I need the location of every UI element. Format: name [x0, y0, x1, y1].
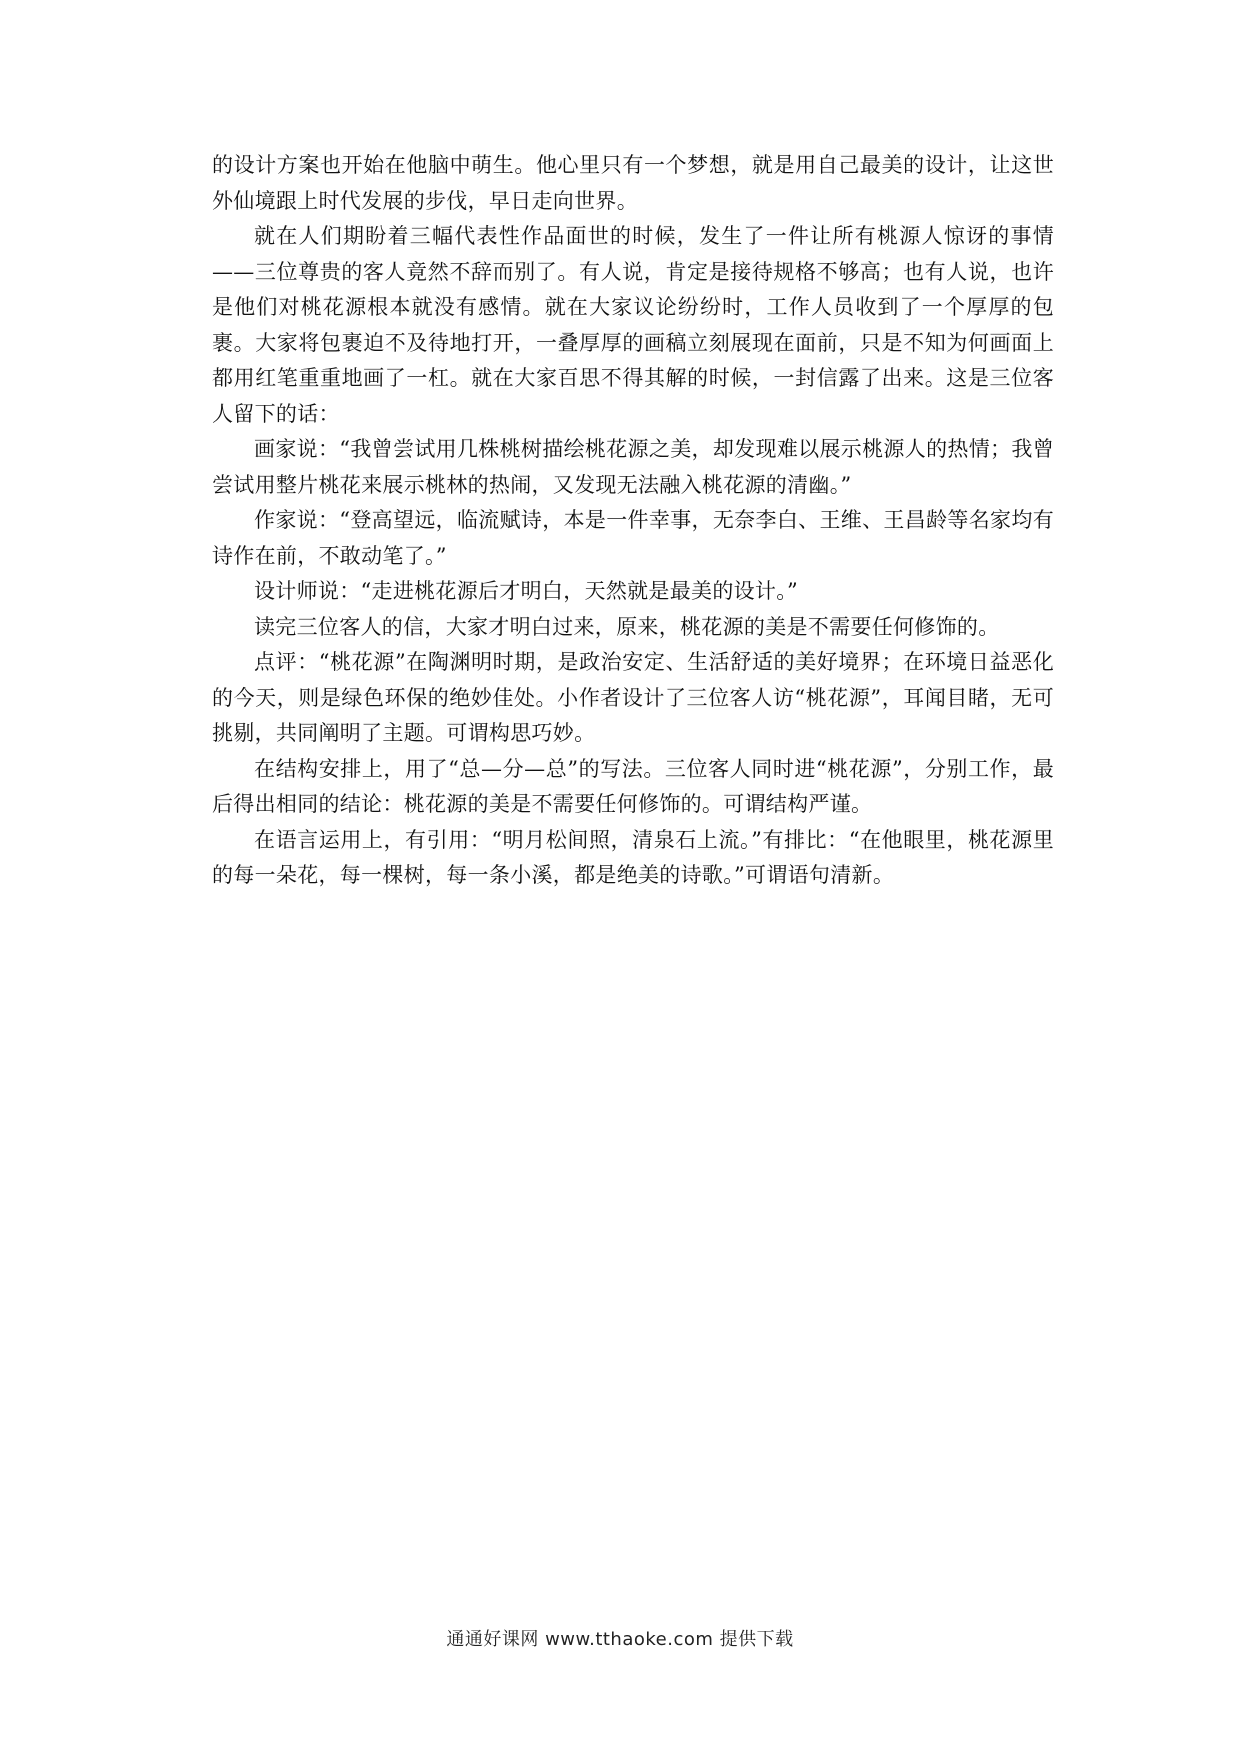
- page-footer: 通通好课网 www.tthaoke.com 提供下载: [446, 1629, 794, 1650]
- paragraph-painter-says: 画家说：“我曾尝试用几株桃树描绘桃花源之美，却发现难以展示桃源人的热情；我曾尝试用整片桃花来展示桃林的热闹，又发现无法融入桃花源的清幽。”: [212, 437, 1054, 497]
- paragraph-conclusion: 读完三位客人的信，大家才明白过来，原来，桃花源的美是不需要任何修饰的。: [254, 614, 1000, 639]
- paragraph-writer-says: 作家说：“登高望远，临流赋诗，本是一件幸事，无奈李白、王维、王昌龄等名家均有诗作在前，不敢动笔了。”: [212, 508, 1054, 568]
- paragraph-comment: 点评：“桃花源”在陶渊明时期，是政治安定、生活舒适的美好境界；在环境日益恶化的今天，则是绿色环保的绝妙佳处。小作者设计了三位客人访“桃花源”，耳闻目睹，无可挑剔，共同阐明了主题。可谓构思巧妙。: [212, 650, 1054, 745]
- paragraph-guests-left: 就在人们期盼着三幅代表性作品面世的时候，发生了一件让所有桃源人惊讶的事情——三位尊贵的客人竟然不辞而别了。有人说，肯定是接待规格不够高；也有人说，也许是他们对桃花源根本就没有感情。就在大家议论纷纷时，工作人员收到了一个厚厚的包裹。大家将包裹迫不及待地打开，一叠厚厚的画稿立刻展现在面前，只是不知为何画面上都用红笔重重地画了一杠。就在大家百思不得其解的时候，一封信露了出来。这是三位客人留下的话：: [212, 224, 1054, 426]
- paragraph-structure: 在结构安排上，用了“总—分—总”的写法。三位客人同时进“桃花源”，分别工作，最后得出相同的结论：桃花源的美是不需要任何修饰的。可谓结构严谨。: [212, 756, 1054, 816]
- paragraph-designer-says: 设计师说：“走进桃花源后才明白，天然就是最美的设计。”: [254, 579, 799, 603]
- paragraph-continuation: 的设计方案也开始在他脑中萌生。他心里只有一个梦想，就是用自己最美的设计，让这世外仙境跟上时代发展的步伐，早日走向世界。: [212, 153, 1054, 213]
- paragraph-language: 在语言运用上，有引用：“明月松间照，清泉石上流。”有排比：“在他眼里，桃花源里的每一朵花，每一棵树，每一条小溪，都是绝美的诗歌。”可谓语句清新。: [212, 827, 1054, 887]
- document-body: [212, 148, 1054, 894]
